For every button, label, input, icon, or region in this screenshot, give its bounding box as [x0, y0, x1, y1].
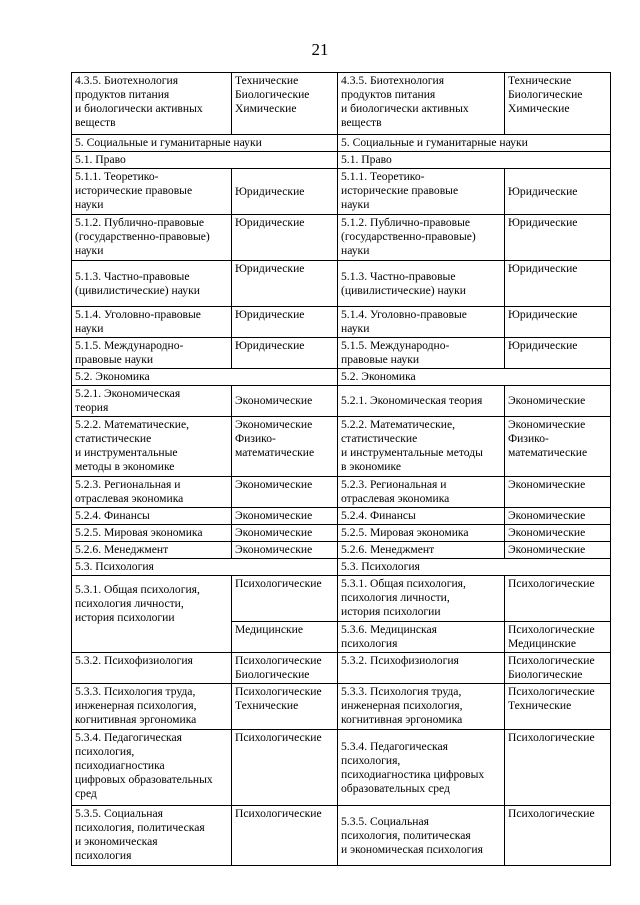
left-branch-cell: Юридические	[232, 169, 338, 215]
right-specialty-cell: 5.3.2. Психофизиология	[338, 653, 505, 684]
right-specialty-cell: 5.2.5. Мировая экономика	[338, 525, 505, 542]
left-branch-cell: Экономические Физико- математические	[232, 417, 338, 477]
right-branch-cell: Юридические	[505, 307, 611, 338]
right-branch-cell: Экономические Физико- математические	[505, 417, 611, 477]
left-specialty-cell: 5.1.5. Международно- правовые науки	[72, 338, 232, 369]
table-row	[72, 559, 611, 576]
left-specialty-cell: 5.3.4. Педагогическая психология, психодиагностика цифровых образовательных сред	[72, 730, 232, 806]
left-branch-cell: Психологические	[232, 730, 338, 806]
table-row	[72, 508, 611, 525]
right-specialty-cell: 5.1.3. Частно-правовые (цивилистические) науки	[338, 261, 505, 307]
right-specialty-cell: 5.3.4. Педагогическая психология, психодиагностика цифровых образовательных сред	[338, 730, 505, 806]
left-specialty-cell: 5.2.3. Региональная и отраслевая экономика	[72, 477, 232, 508]
specialties-comparison-table	[71, 72, 611, 866]
right-branch-cell: Психологические	[505, 730, 611, 806]
left-specialty-cell: 5.3.2. Психофизиология	[72, 653, 232, 684]
right-specialty-cell: 5.2.6. Менеджмент	[338, 542, 505, 559]
right-section-heading: 5.3. Психология	[338, 559, 611, 576]
right-specialty-cell: 5.1.2. Публично-правовые (государственно-правовые) науки	[338, 215, 505, 261]
page-number: 21	[311, 40, 329, 59]
left-section-heading: 5.2. Экономика	[72, 369, 338, 386]
left-specialty-cell: 5.3.1. Общая психология, психология личности, история психологии	[72, 576, 232, 653]
left-branch-cell: Экономические	[232, 542, 338, 559]
right-branch-cell: Психологические Биологические	[505, 653, 611, 684]
right-specialty-cell: 4.3.5. Биотехнология продуктов питания и биологически активных веществ	[338, 73, 505, 135]
right-branch-cell: Технические Биологические Химические	[505, 73, 611, 135]
table-row	[72, 169, 611, 215]
right-branch-cell: Юридические	[505, 215, 611, 261]
left-branch-cell: Юридические	[232, 215, 338, 261]
table-row	[72, 684, 611, 730]
right-branch-cell: Экономические	[505, 477, 611, 508]
table-row	[72, 215, 611, 261]
table-row	[72, 576, 611, 622]
left-branch-cell: Экономические	[232, 477, 338, 508]
right-branch-cell: Психологические Технические	[505, 684, 611, 730]
left-specialty-cell: 5.2.5. Мировая экономика	[72, 525, 232, 542]
right-branch-cell: Экономические	[505, 525, 611, 542]
right-branch-cell: Психологические Медицинские	[505, 622, 611, 653]
right-specialty-cell: 5.1.1. Теоретико- исторические правовые науки	[338, 169, 505, 215]
right-branch-cell: Психологические	[505, 806, 611, 866]
table-row	[72, 542, 611, 559]
right-specialty-cell: 5.2.2. Математические, статистические и инструментальные методы в экономике	[338, 417, 505, 477]
left-specialty-cell: 5.3.5. Социальная психология, политическая и экономическая психология	[72, 806, 232, 866]
table-row	[72, 386, 611, 417]
table-row	[72, 525, 611, 542]
right-specialty-cell: 5.1.4. Уголовно-правовые науки	[338, 307, 505, 338]
right-branch-cell: Юридические	[505, 261, 611, 307]
left-specialty-cell: 5.1.4. Уголовно-правовые науки	[72, 307, 232, 338]
left-specialty-cell: 5.2.2. Математические, статистические и инструментальные методы в экономике	[72, 417, 232, 477]
left-section-heading: 5.3. Психология	[72, 559, 338, 576]
right-specialty-cell: 5.3.1. Общая психология, психология личности, история психологии	[338, 576, 505, 622]
table-row	[72, 806, 611, 866]
left-specialty-cell: 5.2.1. Экономическая теория	[72, 386, 232, 417]
left-branch-cell: Экономические	[232, 508, 338, 525]
table-row	[72, 369, 611, 386]
table-row	[72, 135, 611, 152]
right-section-heading: 5. Социальные и гуманитарные науки	[338, 135, 611, 152]
left-specialty-cell: 5.1.3. Частно-правовые (цивилистические) науки	[72, 261, 232, 307]
table-row	[72, 73, 611, 135]
right-specialty-cell: 5.2.3. Региональная и отраслевая экономика	[338, 477, 505, 508]
left-branch-cell: Психологические Технические	[232, 684, 338, 730]
left-branch-cell: Психологические	[232, 576, 338, 622]
right-specialty-cell: 5.3.5. Социальная психология, политическая и экономическая психология	[338, 806, 505, 866]
left-section-heading: 5.1. Право	[72, 152, 338, 169]
left-specialty-cell: 5.3.3. Психология труда, инженерная психология, когнитивная эргономика	[72, 684, 232, 730]
table-row	[72, 417, 611, 477]
right-specialty-cell: 5.3.6. Медицинская психология	[338, 622, 505, 653]
right-branch-cell: Юридические	[505, 169, 611, 215]
right-specialty-cell: 5.1.5. Международно- правовые науки	[338, 338, 505, 369]
right-branch-cell: Психологические	[505, 576, 611, 622]
table-row	[72, 653, 611, 684]
left-branch-cell: Экономические	[232, 386, 338, 417]
right-specialty-cell: 5.2.4. Финансы	[338, 508, 505, 525]
right-branch-cell: Юридические	[505, 338, 611, 369]
right-section-heading: 5.2. Экономика	[338, 369, 611, 386]
left-branch-cell: Юридические	[232, 338, 338, 369]
left-specialty-cell: 5.2.4. Финансы	[72, 508, 232, 525]
table-row	[72, 730, 611, 806]
left-branch-cell: Психологические Биологические	[232, 653, 338, 684]
left-section-heading: 5. Социальные и гуманитарные науки	[72, 135, 338, 152]
left-branch-cell: Юридические	[232, 307, 338, 338]
right-branch-cell: Экономические	[505, 542, 611, 559]
left-specialty-cell: 4.3.5. Биотехнология продуктов питания и биологически активных веществ	[72, 73, 232, 135]
right-branch-cell: Экономические	[505, 508, 611, 525]
right-section-heading: 5.1. Право	[338, 152, 611, 169]
right-specialty-cell: 5.2.1. Экономическая теория	[338, 386, 505, 417]
right-branch-cell: Экономические	[505, 386, 611, 417]
left-specialty-cell: 5.1.1. Теоретико- исторические правовые науки	[72, 169, 232, 215]
left-branch-cell: Юридические	[232, 261, 338, 307]
table-row	[72, 261, 611, 307]
table-row	[72, 152, 611, 169]
left-branch-cell: Медицинские	[232, 622, 338, 653]
table-row	[72, 338, 611, 369]
right-specialty-cell: 5.3.3. Психология труда, инженерная психология, когнитивная эргономика	[338, 684, 505, 730]
table-row	[72, 307, 611, 338]
left-branch-cell: Психологические	[232, 806, 338, 866]
left-specialty-cell: 5.2.6. Менеджмент	[72, 542, 232, 559]
left-branch-cell: Технические Биологические Химические	[232, 73, 338, 135]
left-specialty-cell: 5.1.2. Публично-правовые (государственно-правовые) науки	[72, 215, 232, 261]
table-row	[72, 477, 611, 508]
left-branch-cell: Экономические	[232, 525, 338, 542]
